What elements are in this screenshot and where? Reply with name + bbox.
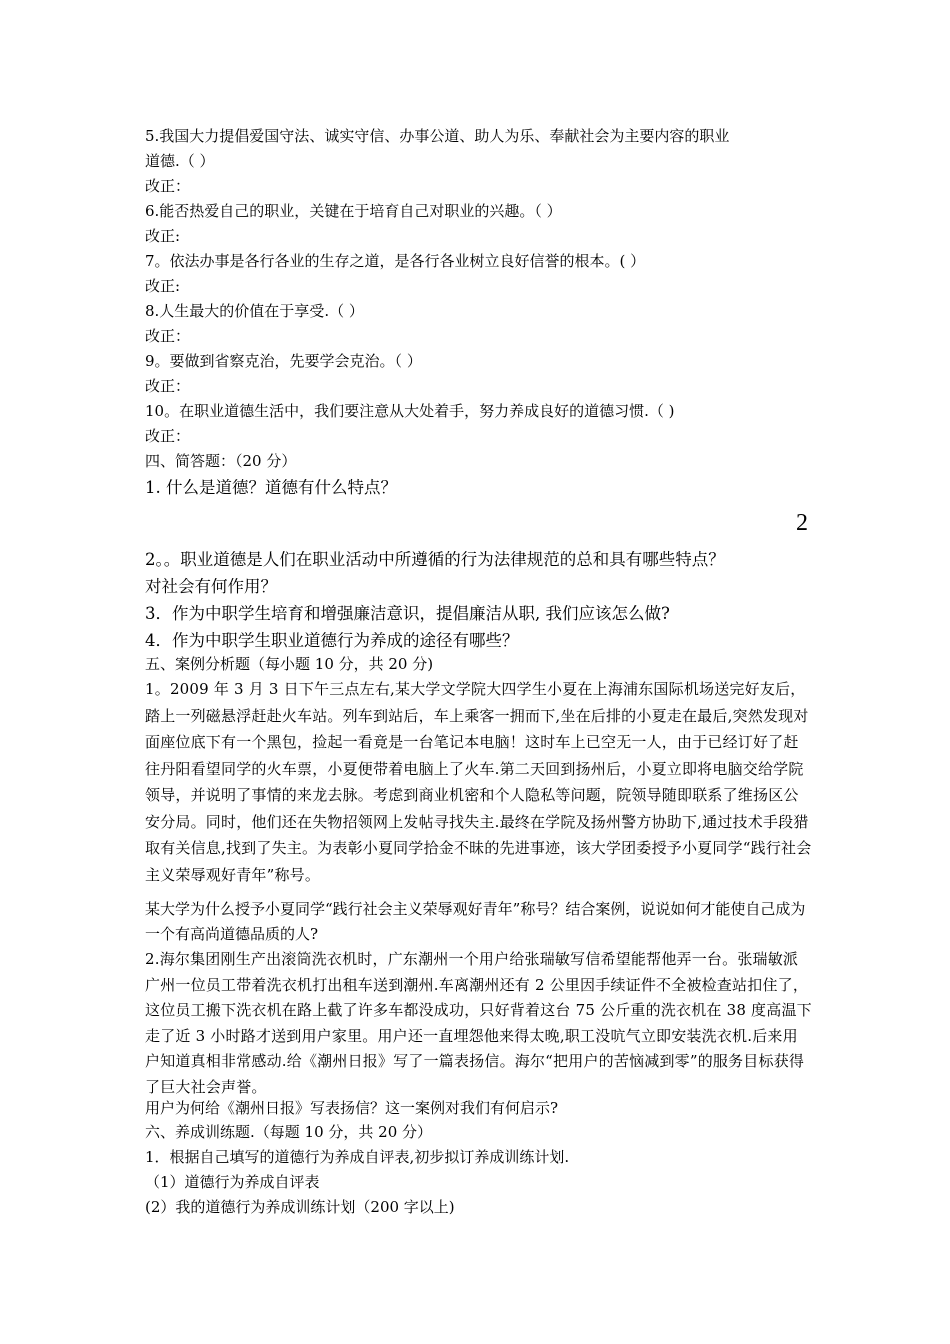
case-1-text: 1。2009 年 3 月 3 日下午三点左右,某大学文学院大四学生小夏在上海浦东国际机场送完好友后，踏上一列磁悬浮赶赴火车站。列车到站后，车上乘客一拥而下,坐在后排的小夏走在最后,突然发现对面座位底下有一个黑包，捡起一看竟是一台笔记本电脑！这时车上已空无一人，由于已经订好了赶往丹阳看望同学的火车票，小夏便带着电脑上了火车.第二天回到扬州后，小夏立即将电脑交给学院领导，并说明了事情的来龙去脉。考虑到商业机密和个人隐私等问题，院领导随即联系了维扬区公安分局。同时，他们还在失物招领网上发帖寻找失主.最终在学院及扬州警方协助下,通过技术手段猎取有关信息,找到了失主。为表彰小夏同学拾金不昧的先进事迹，该大学团委授予小夏同学“践行社会主义荣辱观好青年”称号。 (145, 680, 812, 884)
question-5-line-2: 道德.（ ） (145, 152, 215, 170)
short-answer-2-line-2: 对社会有何作用？ (145, 577, 277, 596)
case-2-question: 用户为何给《潮州日报》写表扬信？这一案例对我们有何启示? (145, 1099, 559, 1117)
correction-label: 改正: (145, 277, 181, 295)
page-number: 2 (796, 510, 808, 536)
short-answer-1: 1. 什么是道德？道德有什么特点？ (145, 478, 397, 497)
section-5-heading: 五、案例分析题（每小题 10 分，共 20 分) (145, 655, 434, 673)
section-4-heading: 四、简答题：（20 分） (145, 452, 297, 470)
correction-label: 改正： (145, 177, 191, 195)
question-10: 10。在职业道德生活中，我们要注意从大处着手，努力养成良好的道德习惯.（ ) (145, 402, 675, 420)
correction-label: 改正： (145, 427, 191, 445)
question-9: 9。要做到省察克治，先要学会克治。（ ） (145, 352, 422, 370)
question-5-line-1: 5.我国大力提倡爱国守法、诚实守信、办事公道、助人为乐、奉献社会为主要内容的职业 (145, 127, 730, 145)
case-2-text: 2.海尔集团刚生产出滚筒洗衣机时，广东潮州一个用户给张瑞敏写信希望能帮他弄一台。张瑞敏派广州一位员工带着洗衣机打出租车送到潮州.车离潮州还有 2 公里因手续证件不全被检查站扣住了，这位员工搬下洗衣机在路上截了许多车都没成功，只好背着这台 75 公斤重的洗衣机在 38 度高温下走了近 3 小时路才送到用户家里。用户还一直埋怨他来得太晚,职工没吭气立即安装洗衣机.后来用户知道真相非常感动.给《潮州日报》写了一篇表扬信。海尔“把用户的苦恼减到零”的服务目标获得了巨大社会声誉。 (145, 950, 812, 1096)
training-item-1: （1）道德行为养成自评表 (145, 1173, 320, 1191)
question-6: 6.能否热爱自己的职业，关键在于培育自己对职业的兴趣。（ ） (145, 202, 562, 220)
short-answer-4: 4．作为中职学生职业道德行为养成的途径有哪些？ (145, 631, 519, 650)
short-answer-3: 3．作为中职学生培育和增强廉洁意识，提倡廉洁从职, 我们应该怎么做? (145, 604, 670, 623)
training-question-1: 1．根据自己填写的道德行为养成自评表,初步拟订养成训练计划. (145, 1148, 570, 1166)
training-item-2: (2）我的道德行为养成训练计划（200 字以上) (145, 1198, 455, 1216)
question-8: 8.人生最大的价值在于享受.（ ） (145, 302, 364, 320)
section-6-heading: 六、养成训练题.（每题 10 分，共 20 分） (145, 1123, 433, 1141)
case-1-question: 某大学为什么授予小夏同学“践行社会主义荣辱观好青年”称号？结合案例，说说如何才能使自己成为一个有高尚道德品质的人? (145, 900, 806, 943)
question-7: 7。依法办事是各行各业的生存之道，是各行各业树立良好信誉的根本。( ） (145, 252, 646, 270)
correction-label: 改正: (145, 227, 181, 245)
correction-label: 改正： (145, 327, 191, 345)
correction-label: 改正： (145, 377, 191, 395)
short-answer-2-line-1: 2。。职业道德是人们在职业活动中所遵循的行为法律规范的总和具有哪些特点？ (145, 550, 725, 569)
